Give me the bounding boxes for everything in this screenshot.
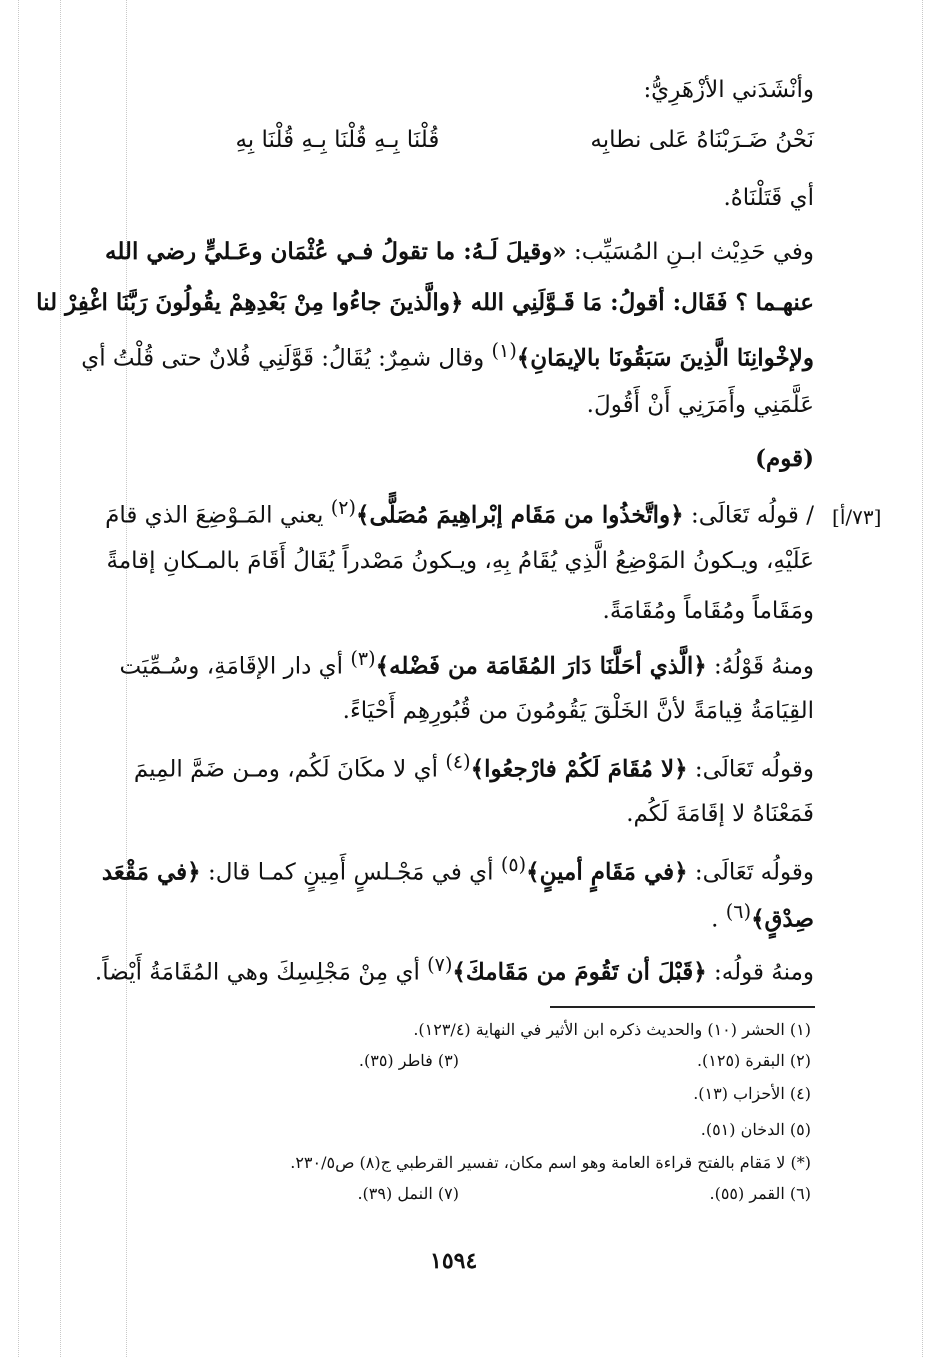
quran-quote: ﴿واتَّخذُوا من مَقَام إبْراهِيمَ مُصَلًّى﴾ [356,501,684,529]
section-heading: (قوم) [755,445,814,472]
quran-quote: ﴿الَّذي أحَلَّنَا دَارَ المُقَامَة من فَضْله﴾ [375,652,707,680]
q3-line-1: وقولُه تَعَالَى: ﴿لا مُقَامَ لَكُمْ فارْجعُوا﴾$^{(٤)}$ أي لا مكَانَ لَكُم، ومـن ضَمَّ المِيمَ [133,750,814,783]
scan-line [922,0,923,1357]
quran-quote: ﴿في مَقَامٍ أمينٍ﴾ [526,858,688,886]
text-line [134,184,814,214]
q3-line-2: فَمَعْنَاهُ لا إقَامَةَ لَكُم. [626,801,814,827]
footnote-ref: (٢) [330,496,357,519]
scan-line [60,0,61,1357]
footnote-ref: (٣) [350,647,376,670]
quran-quote: ولإخْوانِنَا الَّذِينَ سَبَقُونَا بالإيمَانِ﴾ [516,344,814,372]
quran-quote: ﴿في مَقْعَد [101,858,201,886]
footnote-1: (١) الحشر (١٠) والحديث ذكره ابن الأثير في النهاية (١٢٣/٤). [413,1020,811,1039]
footnote-star: (*) لا مَقام بالفتح قراءة العامة وهو اسم مكان، تفسير القرطبي ج(٨) ص٢٣٠/٥. [290,1153,811,1172]
footnote-ref: (٤) [445,750,471,773]
q1-line-3: ومَقَاماً ومُقَاماً ومُقَامَةً. [602,598,814,624]
scan-line [18,0,19,1357]
q2-line-1: ومنهُ قَوْلُهُ: ﴿الَّذي أحَلَّنَا دَارَ المُقَامَة من فَضْله﴾$^{(٣)}$ أي دار الإقَامَةِ، وسُـمِّيَت [119,647,814,680]
intro-text: وأنْشَدَني الأزْهَرِيُّ: [643,77,814,103]
q1-line-2: عَلَيْهِ، ويـكونُ المَوْضِعُ الَّذِي يُقَامُ بِهِ، ويـكونُ مَصْدراً يُقَالُ أَقَامَ بالمـكانِ إقامةً [106,548,814,574]
verse-line [134,126,814,156]
footnote-2: (٢) البقرة (١٢٥). [696,1051,811,1070]
footnote-ref: (٥) [500,853,527,876]
footnote-6: (٦) القمر (٥٥). [709,1184,811,1203]
footnote-ref: (٧) [427,953,453,976]
q2-line-2: القِيَامَةُ قِيامَةً لأنَّ الخَلْقَ يَقُومُونَ من قُبُورِهِم أَحْيَاءً. [342,698,814,724]
footnote-ref: (٦) [725,900,752,923]
verse-first-hemistich: نَحْنُ ضَـرَبْنَاهُ عَلى نطابِه [590,127,814,153]
footnote-5: (٥) الدخان (٥١). [700,1120,811,1139]
q4-line-2: صِدْقٍ﴾$^{(٦)}$ . [711,900,814,933]
text-line [134,76,814,106]
hadith-line-3: ولإخْوانِنَا الَّذِينَ سَبَقُونَا بالإيمَانِ﴾$^{(١)}$ وقال شمِرٌ: يُقَالُ: قَوَّلَنِي فُلانٌ حتى قُلْتُ أي [81,339,814,372]
quran-quote: ﴿والَّذينَ جاءُوا مِنْ بَعْدِهِمْ يقُولُونَ رَبَّنَا اغْفِرْ لنا [36,289,464,316]
explanation-text: أي قَتَلْنَاهُ. [723,185,814,211]
margin-folio-ref: [٧٣/أ] [832,505,882,529]
q5-line-1: ومنهُ قولُه: ﴿قَبْلَ أن تَقُومَ من مَقَامكَ﴾$^{(٧)}$ أي مِنْ مَجْلِسِكَ وهي المُقَامَةُ أَيْضاً. [94,953,814,986]
footnote-3: (٣) فاطر (٣٥). [358,1051,459,1070]
hadith-line-2: عنهـما ؟ فَقَال: أقولُ: مَا قَـوَّلَنِي الله ﴿والَّذينَ جاءُوا مِنْ بَعْدِهِمْ يقُولُونَ رَبَّنَا اغْفِرْ لنا [36,289,814,316]
hadith-line-4: عَلَّمَنِي وأَمَرَنِي أَنْ أَقُولَ. [586,392,814,418]
footnote-ref: (١) [491,339,517,362]
hadith-quote: «وقيلَ لَـهُ: ما تقولُ فـي عُثْمَان وعَـليٍّ رضي الله [104,238,567,265]
footnote-7: (٧) النمل (٣٩). [357,1184,459,1203]
q4-line-1: وقولُه تَعَالَى: ﴿في مَقَامٍ أمينٍ﴾$^{(٥)}$ أي في مَجْـلسٍ أَمِينٍ كمـا قال: ﴿في مَقْعَد [101,853,814,886]
quran-quote: صِدْقٍ﴾ [751,905,814,933]
footnote-4: (٤) الأحزاب (١٣). [693,1084,811,1103]
page-number: ١٥٩٤ [430,1248,478,1274]
verse-second-hemistich: قُلْنَا بِـهِ قُلْنَا بِـهِ قُلْنَا بِهِ [235,127,440,153]
quran-quote: ﴿لا مُقَامَ لَكُمْ فارْجعُوا﴾ [470,755,688,783]
quran-quote: ﴿قَبْلَ أن تَقُومَ من مَقَامكَ﴾ [452,958,707,986]
q1-line-1: / قولُه تَعَالَى: ﴿واتَّخذُوا من مَقَام إبْراهِيمَ مُصَلًّى﴾$^{(٢)}$ يعني المَـوْضِعَ الذي قامَ [105,496,814,529]
footnote-separator [550,1006,815,1008]
hadith-line-1: وفي حَدِيْث ابـنِ المُسَيِّب: «وقيلَ لَـهُ: ما تقولُ فـي عُثْمَان وعَـليٍّ رضي الله [104,238,814,265]
